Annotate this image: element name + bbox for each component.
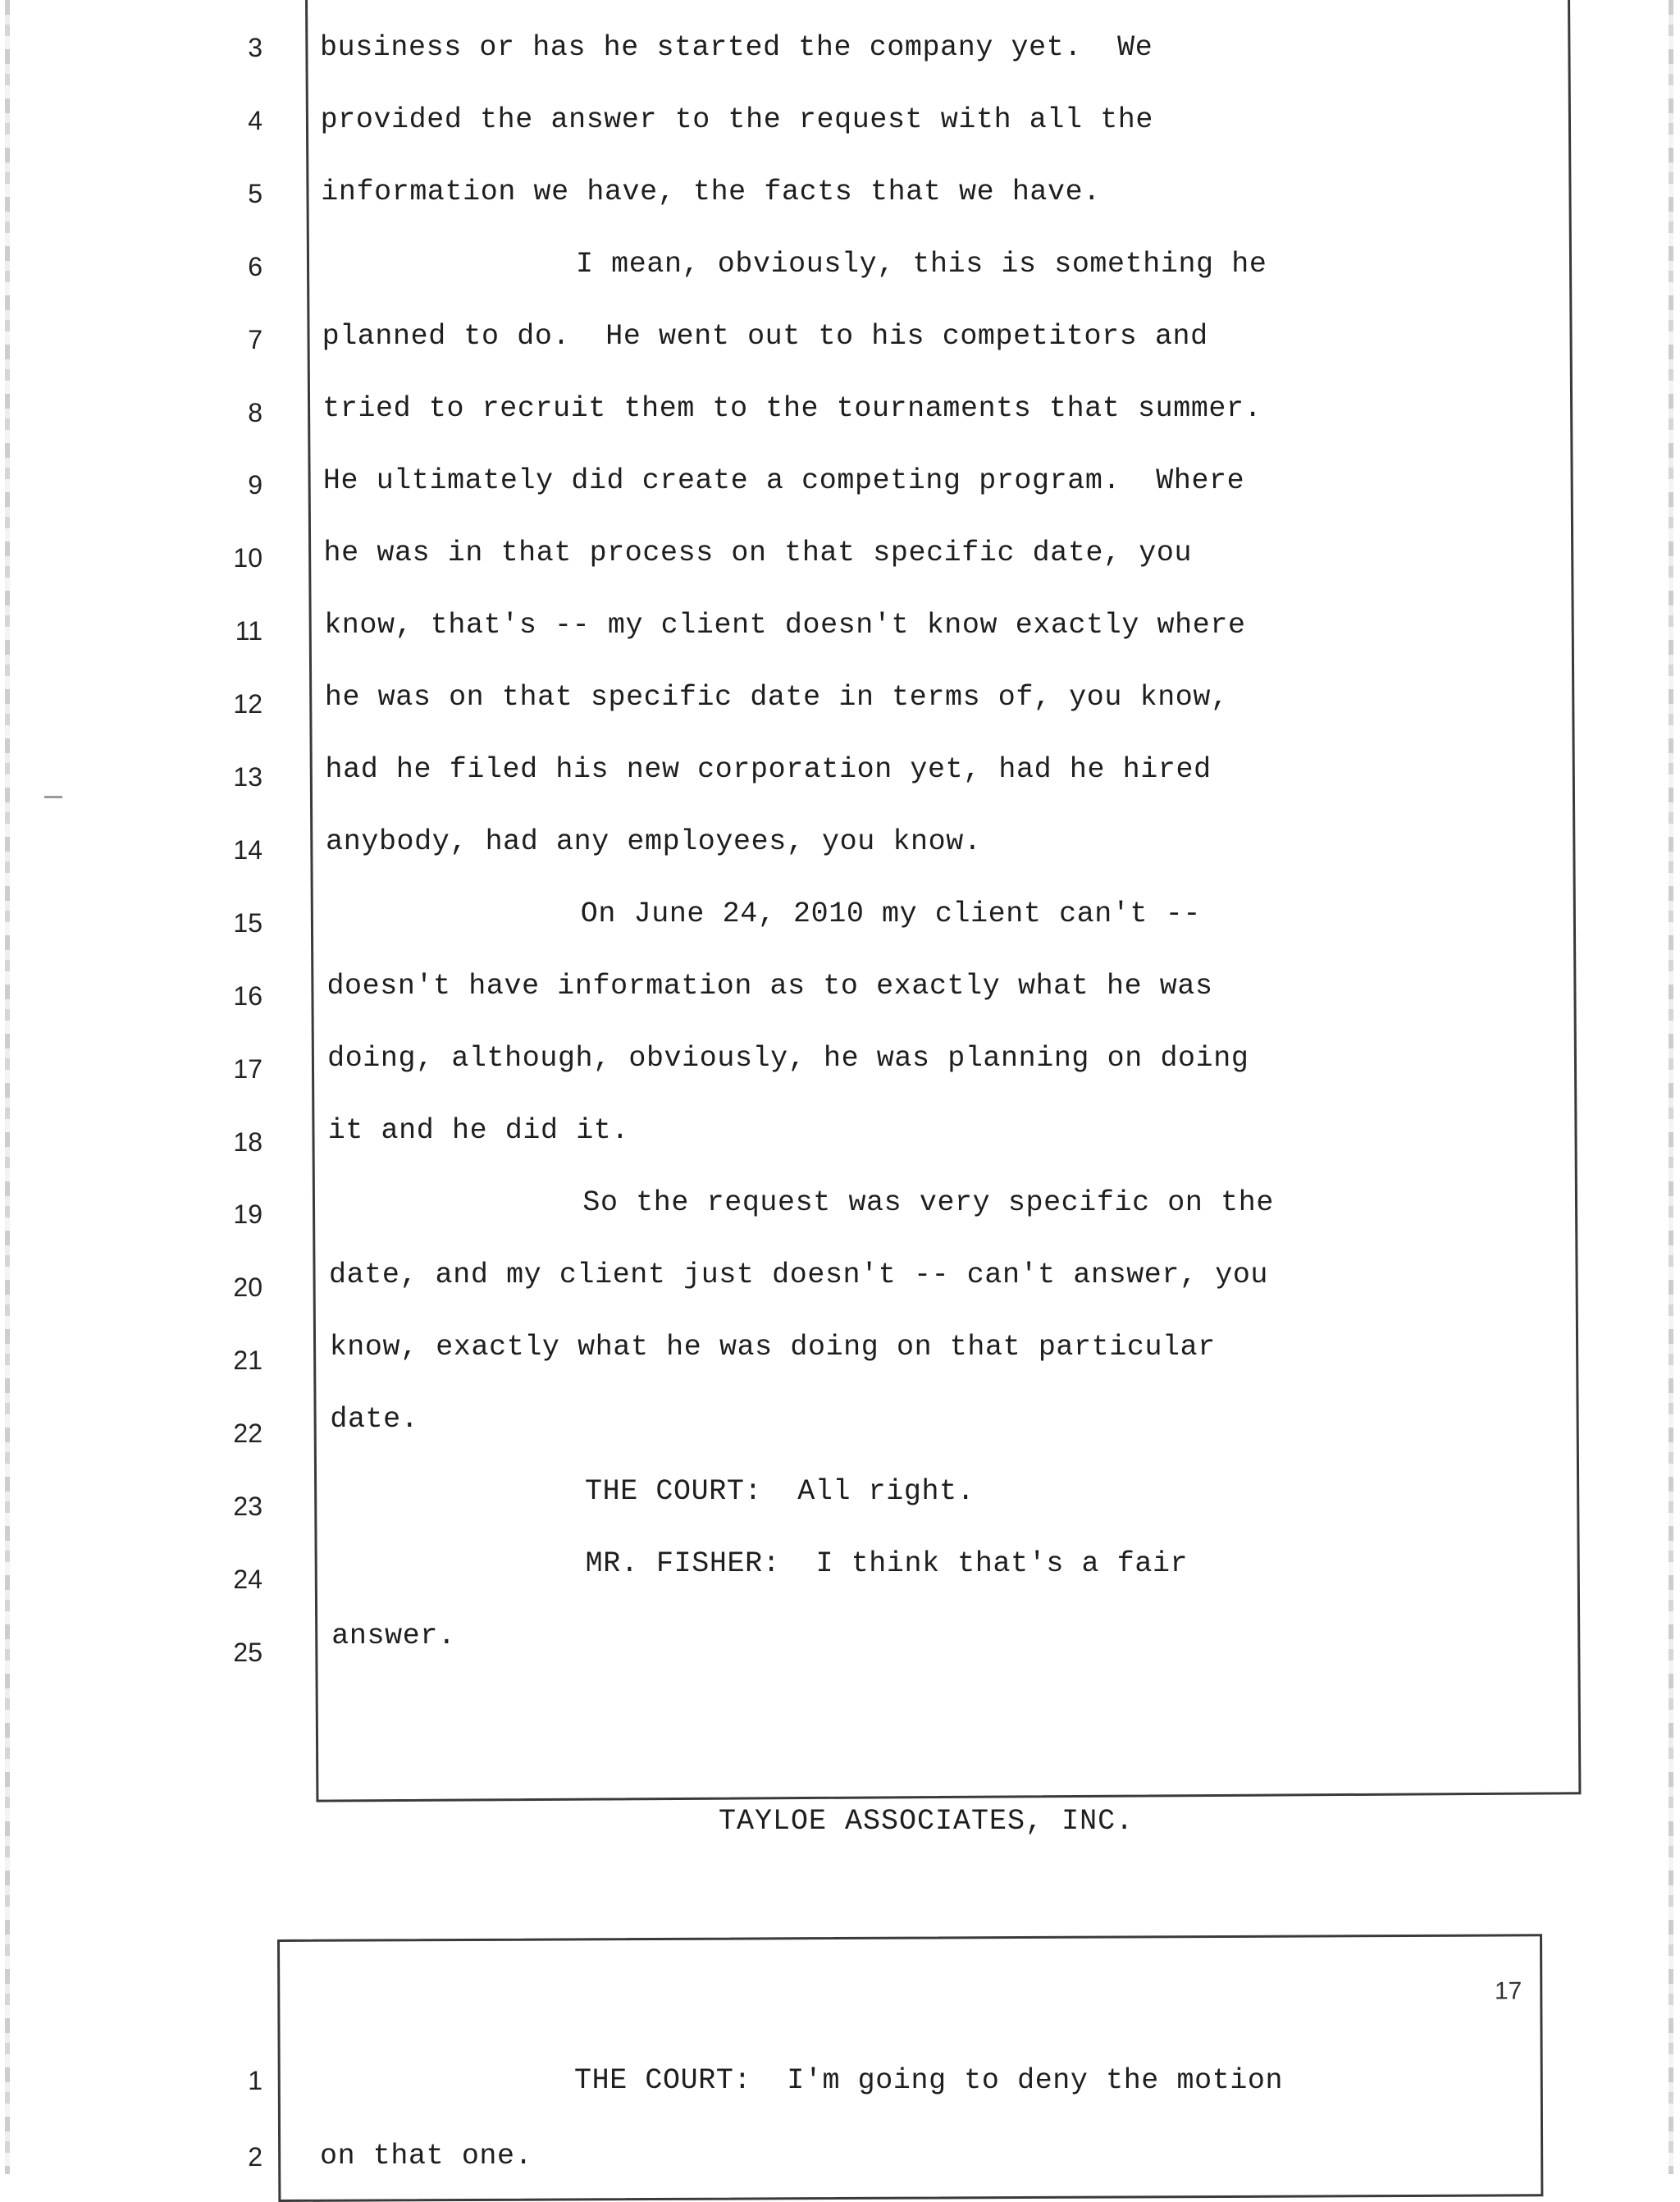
- line-number: 23: [233, 1492, 262, 1521]
- line-text: MR. FISHER: I think that's a fair: [585, 1547, 1189, 1580]
- line-text: So the request was very specific on the: [582, 1186, 1274, 1219]
- line-text: doing, although, obviously, he was planning on doing: [327, 1042, 1249, 1075]
- line-number: 25: [233, 1637, 262, 1667]
- scan-mark: [44, 796, 62, 798]
- line-number: 6: [248, 251, 262, 281]
- line-text: know, that's -- my client doesn't know exactly where: [324, 609, 1246, 642]
- line-number: 15: [233, 907, 262, 938]
- line-number: 4: [248, 105, 262, 135]
- line-text: on that one.: [320, 2139, 533, 2172]
- page-footer: TAYLOE ASSOCIATES, INC.: [719, 1805, 1134, 1838]
- line-number: 3: [248, 33, 262, 62]
- line-number: 20: [233, 1272, 262, 1303]
- line-number: 2: [248, 2141, 262, 2172]
- line-number: 14: [233, 834, 262, 865]
- line-text: he was in that process on that specific date, you: [323, 537, 1193, 569]
- line-number: 17: [233, 1053, 262, 1084]
- line-text: doesn't have information as to exactly what he was: [326, 970, 1213, 1003]
- line-text: THE COURT: I'm going to deny the motion: [574, 2064, 1284, 2097]
- line-text: know, exactly what he was doing on that particular: [329, 1331, 1216, 1364]
- line-number: 22: [233, 1419, 262, 1449]
- line-text: date, and my client just doesn't -- can't answer, you: [329, 1259, 1269, 1291]
- line-number: 16: [233, 980, 262, 1011]
- line-number: 11: [235, 616, 262, 646]
- line-number: 24: [233, 1564, 262, 1594]
- line-text: planned to do. He went out to his competitors and: [322, 320, 1208, 353]
- line-text: information we have, the facts that we have.: [321, 176, 1101, 208]
- line-number: 12: [233, 689, 262, 720]
- line-text: anybody, had any employees, you know.: [326, 825, 982, 858]
- line-text: tried to recruit them to the tournaments that summer.: [322, 392, 1262, 425]
- line-number: 21: [233, 1345, 262, 1376]
- line-text: answer.: [331, 1620, 456, 1652]
- line-text: THE COURT: All right.: [585, 1475, 975, 1508]
- line-number: 19: [233, 1199, 262, 1230]
- line-text: provided the answer to the request with all the: [320, 103, 1154, 136]
- line-text: he was on that specific date in terms of, you know,: [324, 681, 1229, 714]
- line-text: business or has he started the company yet. We: [320, 31, 1153, 64]
- scan-edge-right: [1669, 0, 1673, 2174]
- line-number: 18: [233, 1126, 262, 1157]
- scan-edge-left: [5, 0, 10, 2174]
- line-text: I mean, obviously, this is something he: [575, 248, 1267, 281]
- line-number: 13: [233, 762, 262, 792]
- line-text: On June 24, 2010 my client can't --: [580, 898, 1201, 930]
- line-number: 7: [248, 324, 262, 354]
- line-number: 9: [248, 470, 262, 500]
- line-text: had he filed his new corporation yet, had he hired: [325, 753, 1212, 786]
- line-text: it and he did it.: [327, 1114, 630, 1147]
- line-number: 5: [248, 178, 262, 208]
- line-number: 1: [248, 2066, 262, 2095]
- line-text: date.: [330, 1403, 419, 1436]
- line-number: 8: [248, 397, 262, 427]
- line-text: He ultimately did create a competing program. Where: [322, 464, 1245, 497]
- page-number: 17: [1494, 1977, 1522, 2005]
- line-number: 10: [233, 543, 262, 573]
